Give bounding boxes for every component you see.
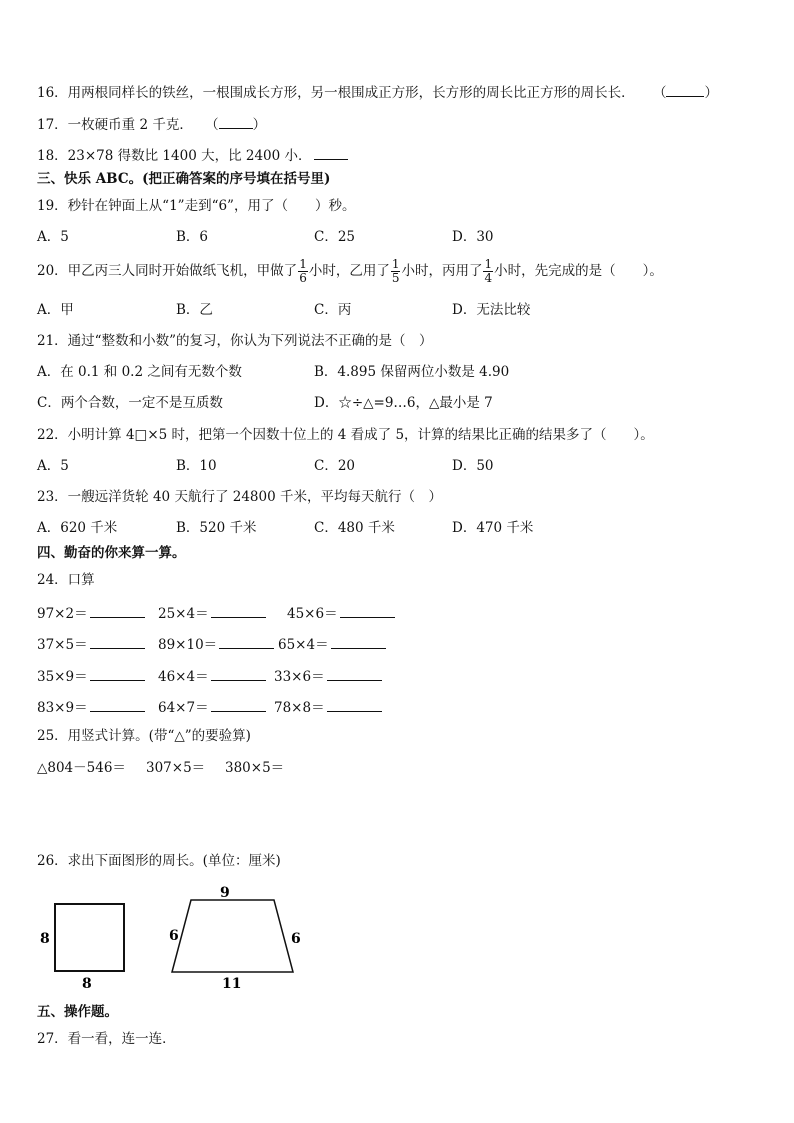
trapezoid-shape bbox=[172, 900, 293, 972]
answer-blank[interactable] bbox=[211, 697, 266, 712]
fraction-one-fifth: $\frac{1}{5}$ bbox=[391, 257, 400, 285]
square-left-label: 8 bbox=[40, 931, 50, 947]
option-a[interactable]: A．5 bbox=[37, 458, 69, 474]
answer-blank[interactable] bbox=[211, 603, 266, 618]
written-calc-item: 307×5＝ bbox=[146, 760, 206, 776]
oral-calc-item: 35×9＝ bbox=[37, 666, 145, 686]
oral-calc-item: 25×4＝ bbox=[158, 603, 266, 623]
answer-blank[interactable] bbox=[211, 666, 266, 681]
question-16: 16．用两根同样长的铁丝，一根围成长方形，另一根围成正方形，长方形的周长比正方形的周长长． （ ） bbox=[37, 82, 718, 102]
answer-blank[interactable] bbox=[90, 603, 145, 618]
option-b[interactable]: B．乙 bbox=[176, 302, 213, 318]
answer-blank[interactable] bbox=[327, 666, 382, 681]
answer-blank[interactable] bbox=[327, 697, 382, 712]
oral-calc-item: 37×5＝ bbox=[37, 634, 145, 654]
question-26-text: 26．求出下面图形的周长。(单位：厘米) bbox=[37, 853, 281, 869]
answer-blank[interactable] bbox=[90, 634, 145, 649]
question-17: 17．一枚硬币重 2 千克． （ ） bbox=[37, 114, 266, 134]
oral-calc-item: 46×4＝ bbox=[158, 666, 266, 686]
option-a[interactable]: A．在 0.1 和 0.2 之间有无数个数 bbox=[37, 364, 242, 380]
question-17-text: 17．一枚硬币重 2 千克． bbox=[37, 117, 193, 133]
answer-blank[interactable] bbox=[331, 634, 386, 649]
answer-blank[interactable] bbox=[90, 666, 145, 681]
oral-calc-item: 33×6＝ bbox=[274, 666, 382, 686]
option-c[interactable]: C．20 bbox=[314, 458, 356, 474]
option-c[interactable]: C．两个合数，一定不是互质数 bbox=[37, 395, 223, 411]
question-25-text: 25．用竖式计算。(带“△”的要验算) bbox=[37, 728, 251, 744]
oral-calc-item: 97×2＝ bbox=[37, 603, 145, 623]
question-21-text: 21．通过“整数和小数”的复习，你认为下列说法不正确的是（ ） bbox=[37, 333, 433, 349]
trapezoid-left-label: 6 bbox=[169, 928, 179, 944]
option-d[interactable]: D．无法比较 bbox=[452, 302, 531, 318]
perimeter-figures bbox=[30, 880, 320, 995]
answer-blank[interactable] bbox=[219, 114, 253, 129]
option-d[interactable]: D．30 bbox=[452, 229, 494, 245]
option-a[interactable]: A．5 bbox=[37, 229, 69, 245]
option-d[interactable]: D．50 bbox=[452, 458, 494, 474]
question-18 bbox=[37, 145, 348, 165]
square-shape bbox=[55, 904, 124, 971]
question-16-text: 16．用两根同样长的铁丝，一根围成长方形，另一根围成正方形，长方形的周长比正方形的周长长． bbox=[37, 85, 635, 101]
square-bottom-label: 8 bbox=[82, 976, 92, 992]
trapezoid-right-label: 6 bbox=[291, 931, 301, 947]
question-27-text: 27．看一看，连一连． bbox=[37, 1031, 176, 1047]
option-a[interactable]: A．620 千米 bbox=[37, 520, 118, 536]
question-18-text: 18．23×78 得数比 1400 大，比 2400 小． bbox=[37, 148, 312, 164]
option-b[interactable]: B．4.895 保留两位小数是 4.90 bbox=[314, 364, 510, 380]
question-20: 20．甲乙丙三人同时开始做纸飞机，甲做了 $\frac{1}{6}$ 小时，乙用了 $\frac{1}{5}$ 小时，丙用了 $\frac{1}{4}$ 小时，先完成的是（ ）。 bbox=[37, 257, 663, 285]
section-3-title: 三、快乐 ABC。(把正确答案的序号填在括号里) bbox=[37, 171, 331, 187]
answer-blank[interactable] bbox=[666, 82, 704, 97]
option-a[interactable]: A．甲 bbox=[37, 302, 74, 318]
fraction-one-sixth: $\frac{1}{6}$ bbox=[299, 257, 307, 285]
answer-blank[interactable] bbox=[314, 145, 348, 160]
option-b[interactable]: B．10 bbox=[176, 458, 217, 474]
written-calc-item: △804－546＝ bbox=[37, 760, 126, 776]
fraction-one-fourth: $\frac{1}{4}$ bbox=[484, 257, 493, 285]
option-d[interactable]: D．☆÷△=9…6，△最小是 7 bbox=[314, 395, 493, 411]
option-c[interactable]: C．480 千米 bbox=[314, 520, 395, 536]
oral-calc-item: 78×8＝ bbox=[274, 697, 382, 717]
section-5-title: 五、操作题。 bbox=[37, 1004, 118, 1020]
answer-blank[interactable] bbox=[90, 697, 145, 712]
answer-blank[interactable] bbox=[219, 634, 274, 649]
question-19-text: 19．秒针在钟面上从“1”走到“6”，用了（ ）秒。 bbox=[37, 198, 356, 214]
question-24-text: 24．口算 bbox=[37, 572, 95, 588]
option-c[interactable]: C．丙 bbox=[314, 302, 352, 318]
option-c[interactable]: C．25 bbox=[314, 229, 356, 245]
oral-calc-item: 83×9＝ bbox=[37, 697, 145, 717]
oral-calc-item: 64×7＝ bbox=[158, 697, 266, 717]
question-22-text: 22．小明计算 4□×5 时，把第一个因数十位上的 4 看成了 5，计算的结果比正确的结果多了（ ）。 bbox=[37, 427, 654, 443]
oral-calc-item: 65×4＝ bbox=[278, 634, 386, 654]
trapezoid-top-label: 9 bbox=[220, 885, 230, 901]
question-23-text: 23．一艘远洋货轮 40 天航行了 24800 千米，平均每天航行（ ） bbox=[37, 489, 442, 505]
option-d[interactable]: D．470 千米 bbox=[452, 520, 534, 536]
written-calc-item: 380×5＝ bbox=[225, 760, 285, 776]
oral-calc-item: 45×6＝ bbox=[287, 603, 395, 623]
oral-calc-item: 89×10＝ bbox=[158, 634, 274, 654]
option-b[interactable]: B．6 bbox=[176, 229, 209, 245]
section-4-title: 四、勤奋的你来算一算。 bbox=[37, 545, 186, 561]
trapezoid-bottom-label: 11 bbox=[222, 976, 242, 992]
answer-blank[interactable] bbox=[340, 603, 395, 618]
option-b[interactable]: B．520 千米 bbox=[176, 520, 257, 536]
